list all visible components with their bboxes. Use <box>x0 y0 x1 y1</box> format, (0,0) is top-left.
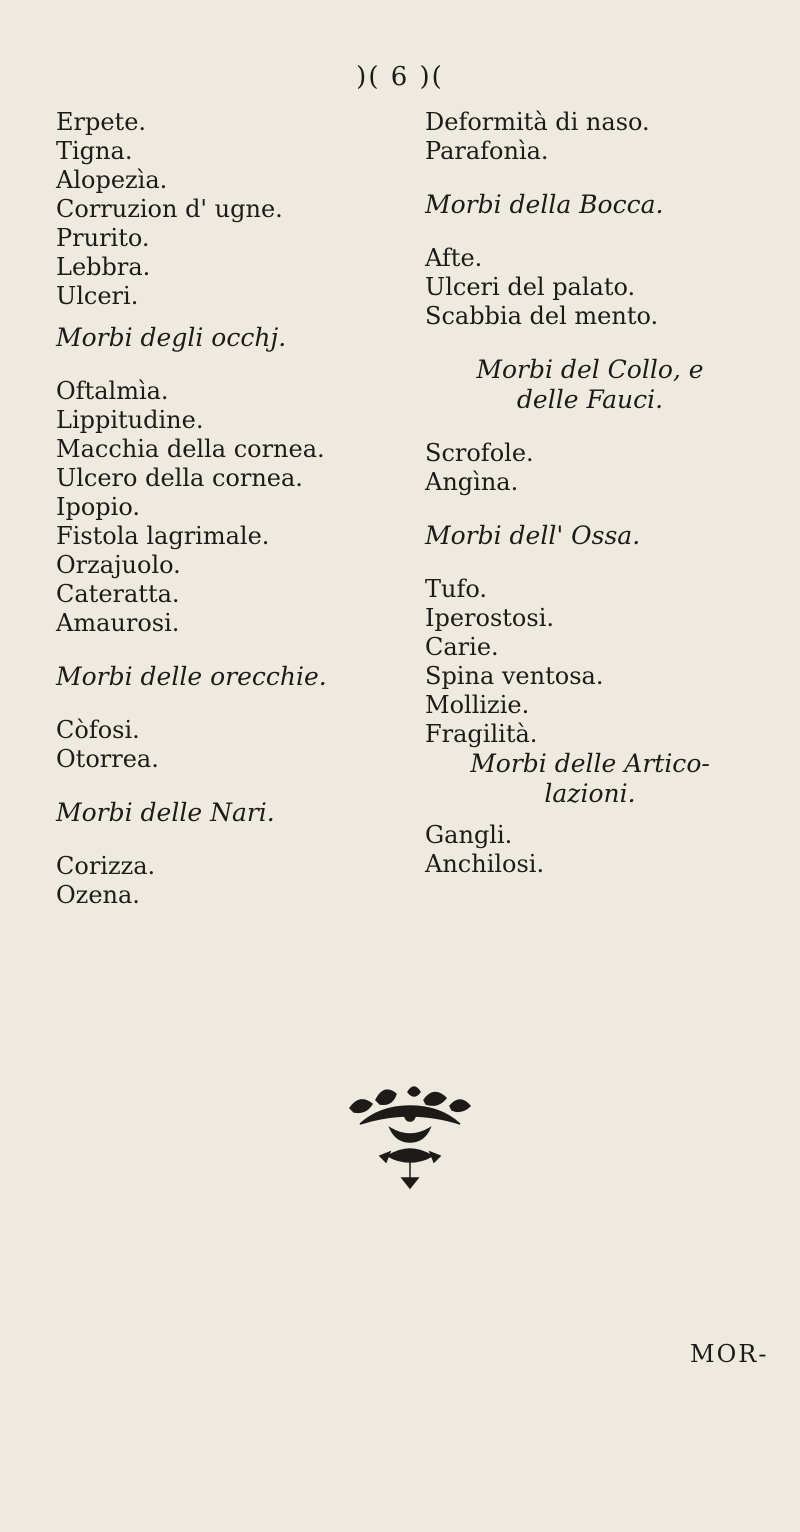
list-item: Mollizie. <box>425 691 530 719</box>
list-item: Iperostosi. <box>425 604 554 632</box>
list-item: Lippitudine. <box>56 406 204 434</box>
list-item: Macchia della cornea. <box>56 435 325 463</box>
list-item: Parafonìa. <box>425 137 549 165</box>
left-column <box>56 108 416 910</box>
list-item: Gangli. <box>425 821 513 849</box>
section-heading-collo-cont: delle Fauci. <box>516 385 664 414</box>
list-item: Otorrea. <box>56 745 159 773</box>
list-item: Ulcero della cornea. <box>56 464 303 492</box>
section-heading-articolazioni-cont: lazioni. <box>544 779 636 808</box>
list-item: Corizza. <box>56 852 156 880</box>
list-item: Afte. <box>425 244 483 272</box>
list-item: Fistola lagrimale. <box>56 522 270 550</box>
section-heading-orecchie: Morbi delle orecchie. <box>56 662 327 691</box>
list-item: Ozena. <box>56 881 140 909</box>
floral-tailpiece-icon <box>330 1080 490 1200</box>
list-item: Fragilità. <box>425 720 538 748</box>
list-item: Cateratta. <box>56 580 180 608</box>
catchword: MOR- <box>690 1340 769 1368</box>
list-item: Ulceri del palato. <box>425 273 636 301</box>
list-item: Alopezìa. <box>56 166 168 194</box>
list-item: Scrofole. <box>425 439 534 467</box>
list-item: Carie. <box>425 633 499 661</box>
list-item: Ulceri. <box>56 282 139 310</box>
list-item: Orzajuolo. <box>56 551 181 579</box>
list-item: Ipopio. <box>56 493 140 521</box>
page-number: )( 6 )( <box>356 62 444 92</box>
section-heading-bocca: Morbi della Bocca. <box>425 190 664 219</box>
list-item: Amaurosi. <box>56 609 180 637</box>
list-item: Oftalmìa. <box>56 377 169 405</box>
section-heading-occhi: Morbi degli occhj. <box>56 323 287 352</box>
right-column <box>425 108 795 879</box>
list-item: Corruzion d' ugne. <box>56 195 283 223</box>
list-item: Angìna. <box>425 468 519 496</box>
list-item: Erpete. <box>56 108 147 136</box>
list-item: Prurito. <box>56 224 150 252</box>
list-item: Deformità di naso. <box>425 108 650 136</box>
list-item: Spina ventosa. <box>425 662 604 690</box>
list-item: Scabbia del mento. <box>425 302 659 330</box>
section-heading-articolazioni: Morbi delle Artico- <box>470 749 710 778</box>
list-item: Tigna. <box>56 137 133 165</box>
section-heading-nari: Morbi delle Nari. <box>56 798 275 827</box>
section-heading-ossa: Morbi dell' Ossa. <box>425 521 641 550</box>
section-heading-collo: Morbi del Collo, e <box>476 355 704 384</box>
list-item: Anchilosi. <box>425 850 545 878</box>
list-item: Còfosi. <box>56 716 140 744</box>
list-item: Tufo. <box>425 575 488 603</box>
list-item: Lebbra. <box>56 253 151 281</box>
